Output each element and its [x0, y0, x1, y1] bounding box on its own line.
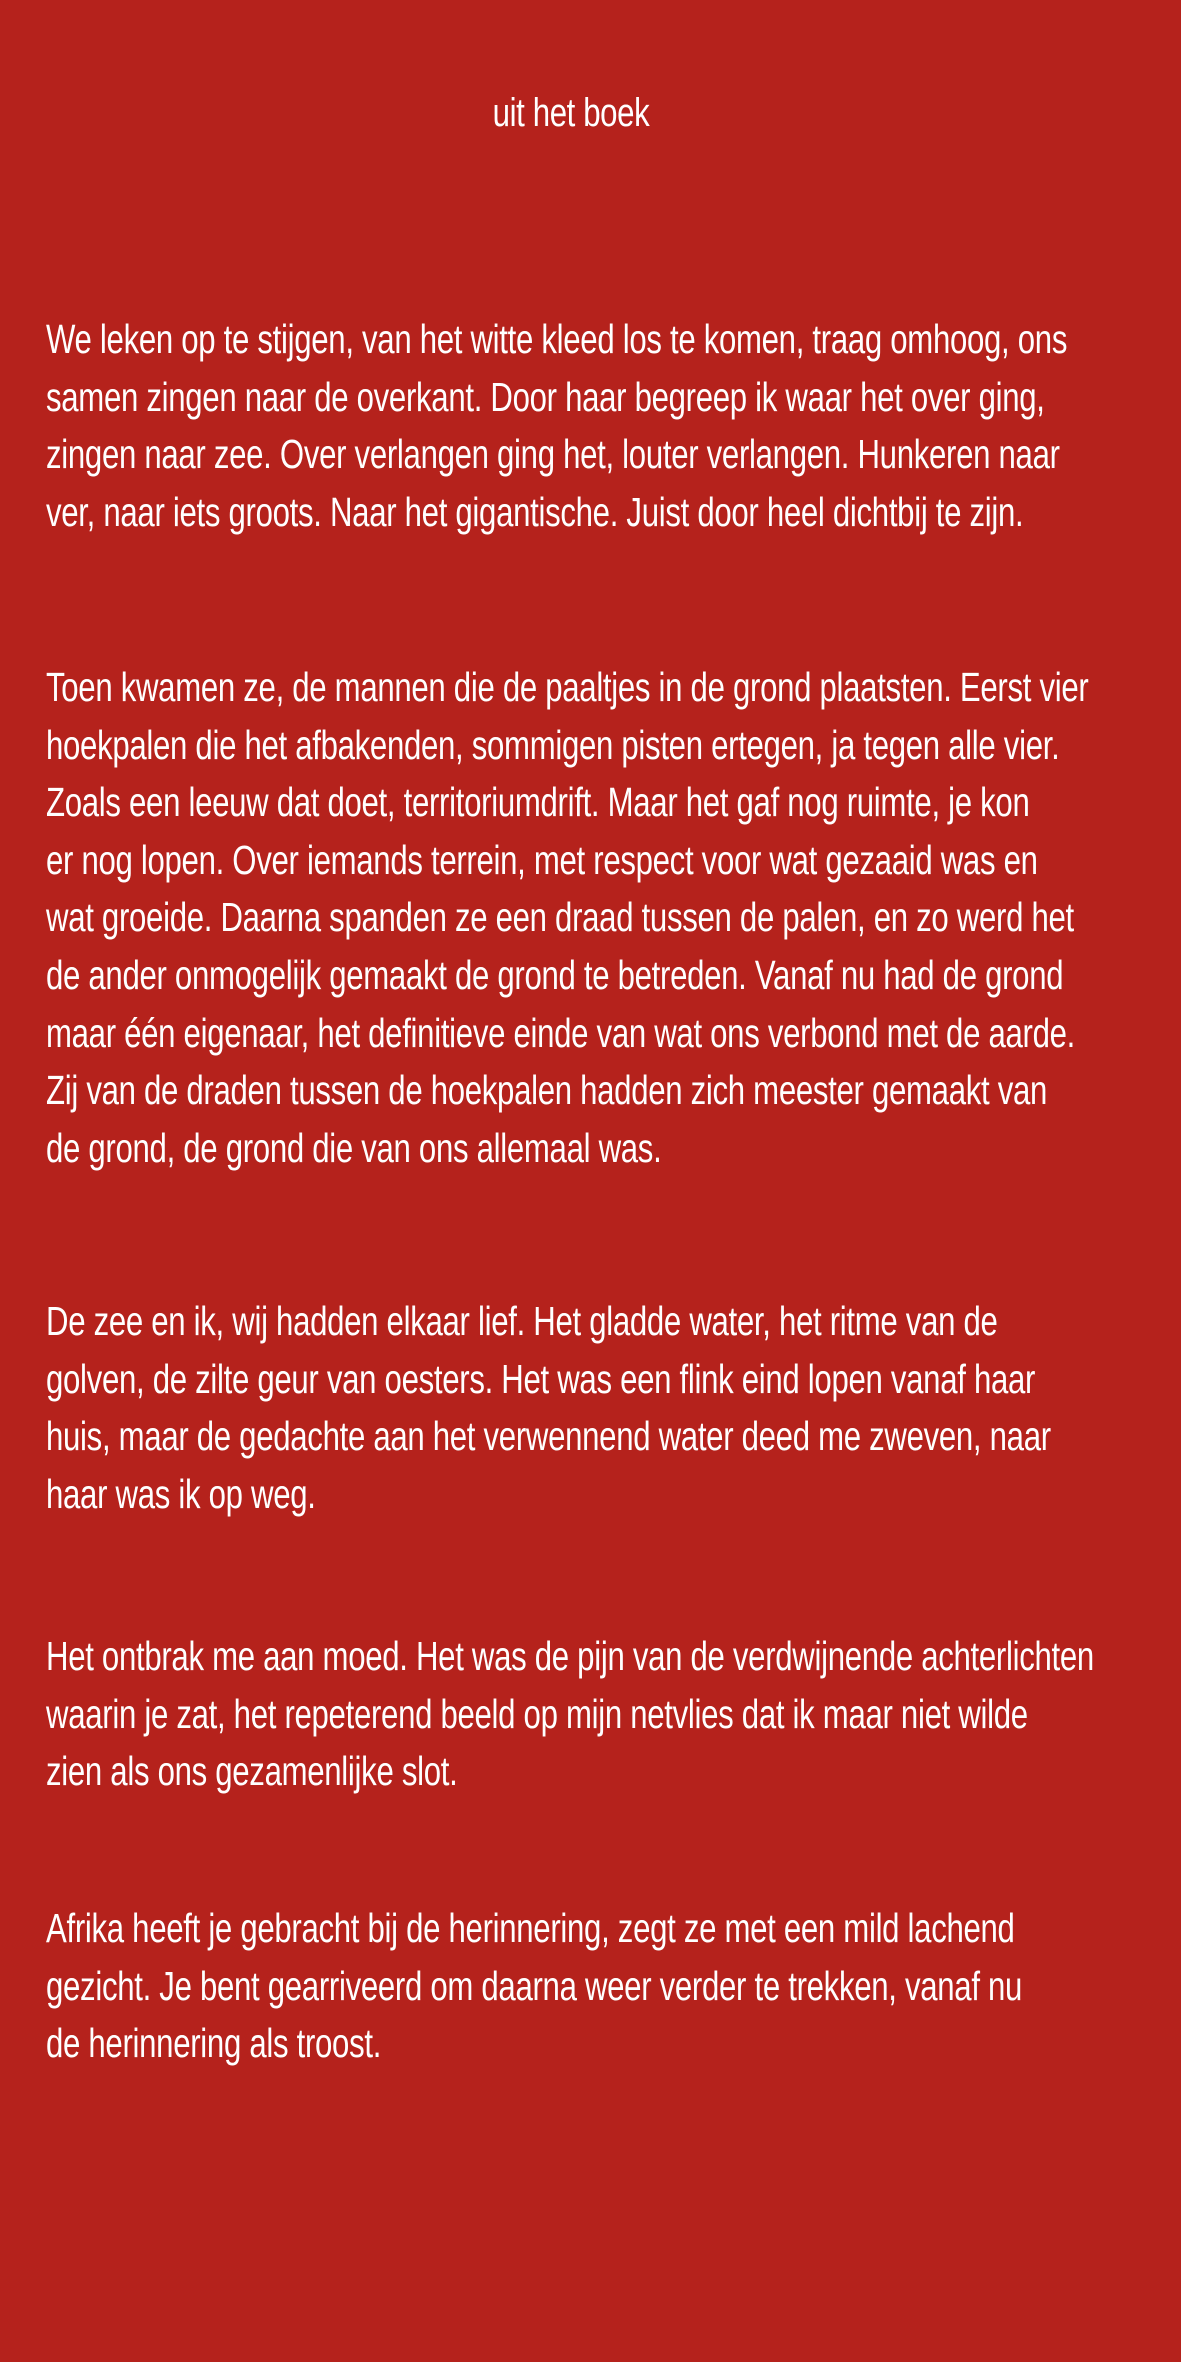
text-line: Afrika heeft je gebracht bij de herinnering, zegt ze met een mild lachend	[46, 1905, 1015, 1951]
text-line: We leken op te stijgen, van het witte kleed los te komen, traag omhoog, ons	[46, 316, 1068, 362]
text-line: ver, naar iets groots. Naar het gigantische. Juist door heel dichtbij te zijn.	[46, 488, 1024, 535]
text-line: De zee en ik, wij hadden elkaar lief. Het gladde water, het ritme van de	[46, 1298, 998, 1344]
text-line: de grond, de grond die van ons allemaal was.	[46, 1124, 662, 1171]
paragraph-2	[46, 659, 1110, 1177]
text-line: Zoals een leeuw dat doet, territoriumdrift. Maar het gaf nog ruimte, je kon	[46, 779, 1030, 826]
paragraph-1	[46, 311, 1110, 541]
text-line: de herinnering als troost.	[46, 2020, 382, 2067]
text-line: huis, maar de gedachte aan het verwennend water deed me zweven, naar	[46, 1413, 1051, 1460]
text-line: Zij van de draden tussen de hoekpalen hadden zich meester gemaakt van	[46, 1067, 1048, 1114]
text-line: er nog lopen. Over iemands terrein, met respect voor wat gezaaid was en	[46, 836, 1038, 883]
text-line: waarin je zat, het repeterend beeld op mijn netvlies dat ik maar niet wilde	[46, 1690, 1028, 1737]
text-line: haar was ik op weg.	[46, 1470, 316, 1517]
text-line: maar één eigenaar, het definitieve einde van wat ons verbond met de aarde.	[46, 1009, 1075, 1056]
paragraph-5	[46, 1900, 1110, 2073]
text-line: golven, de zilte geur van oesters. Het was een flink eind lopen vanaf haar	[46, 1355, 1036, 1402]
paragraph-4	[46, 1628, 1110, 1801]
text-line: Toen kwamen ze, de mannen die de paaltjes in de grond plaatsten. Eerst vier	[46, 664, 1089, 710]
text-line: zingen naar zee. Over verlangen ging het, louter verlangen. Hunkeren naar	[46, 431, 1060, 478]
text-line: wat groeide. Daarna spanden ze een draad tussen de palen, en zo werd het	[46, 894, 1074, 941]
text-line: hoekpalen die het afbakenden, sommigen pisten ertegen, ja tegen alle vier.	[46, 721, 1060, 768]
paragraph-3	[46, 1293, 1110, 1523]
text-line: zien als ons gezamenlijke slot.	[46, 1748, 458, 1795]
text-line: Het ontbrak me aan moed. Het was de pijn van de verdwijnende achterlichten	[46, 1633, 1094, 1679]
page-title: uit het boek	[492, 91, 650, 135]
text-line: gezicht. Je bent gearriveerd om daarna weer verder te trekken, vanaf nu	[46, 1962, 1023, 2009]
text-line: de ander onmogelijk gemaakt de grond te betreden. Vanaf nu had de grond	[46, 951, 1064, 998]
text-line: samen zingen naar de overkant. Door haar begreep ik waar het over ging,	[46, 373, 1045, 420]
